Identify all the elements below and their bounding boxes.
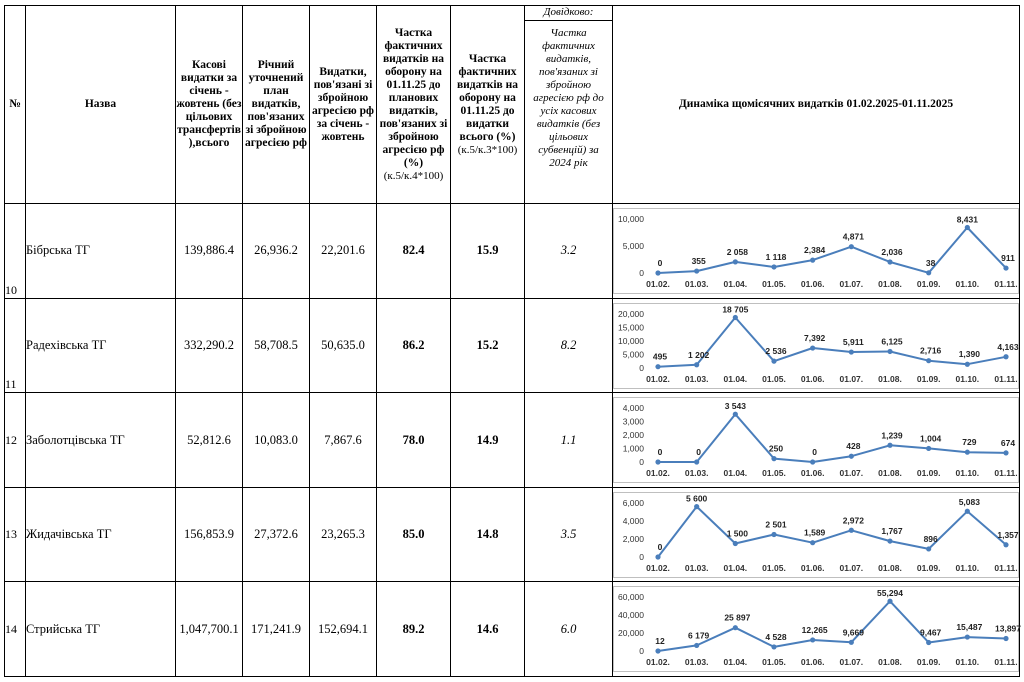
- data-label: 3 543: [724, 401, 746, 412]
- y-tick-label: 2,000: [622, 430, 644, 441]
- header-annual-plan: Річний уточнений план видатків, пов'язаних зі збройною агресією рф: [243, 6, 310, 204]
- x-tick-label: 01.02.: [646, 657, 670, 668]
- header-reference-label: Довідково:: [525, 6, 612, 21]
- x-tick-label: 01.04.: [723, 468, 748, 479]
- table-row: [5, 298, 1020, 393]
- x-tick-label: 01.03.: [684, 278, 709, 289]
- data-label: 1,357: [997, 529, 1019, 540]
- data-point: [887, 443, 892, 448]
- header-defense-expenditure: Видатки, пов'язані зі збройною агресією рф за січень - жовтень: [310, 6, 377, 204]
- y-tick-label: 15,000: [618, 322, 644, 333]
- data-label: 6,125: [881, 335, 903, 346]
- data-point: [849, 349, 854, 354]
- row-defense-expenditure: 23,265.3: [310, 487, 377, 582]
- row-name: Стрийська ТГ: [26, 582, 176, 677]
- row-share-of-total: 14.6: [451, 582, 525, 677]
- line-chart: [614, 398, 1018, 482]
- data-label: 2,384: [804, 245, 826, 256]
- row-share-of-plan: 89.2: [377, 582, 451, 677]
- data-label: 25 897: [724, 612, 751, 623]
- data-point: [655, 554, 660, 559]
- data-label: 9,669: [842, 627, 864, 638]
- data-point: [1003, 636, 1008, 641]
- series-line: [658, 506, 1006, 556]
- row-total-expenditure: 52,812.6: [176, 393, 243, 488]
- data-label: 729: [962, 437, 977, 448]
- data-label: 1 118: [765, 251, 787, 262]
- data-label: 674: [1000, 437, 1016, 448]
- line-chart: [614, 209, 1018, 293]
- data-point: [810, 540, 815, 545]
- table-row: [5, 393, 1020, 488]
- header-reference: [525, 6, 613, 204]
- data-label: 8,431: [956, 214, 978, 225]
- row-name: Жидачівська ТГ: [26, 487, 176, 582]
- data-label: 1,004: [920, 433, 942, 444]
- data-point: [926, 358, 931, 363]
- x-tick-label: 01.03.: [684, 373, 709, 384]
- row-name: Бібрська ТГ: [26, 204, 176, 299]
- header-share-of-plan-formula: (к.5/к.4*100): [383, 169, 444, 182]
- data-point: [849, 527, 854, 532]
- data-point: [849, 244, 854, 249]
- x-tick-label: 01.05.: [762, 562, 786, 573]
- row-name: Радехівська ТГ: [26, 298, 176, 393]
- data-label: 5 600: [686, 493, 708, 504]
- line-chart: [614, 304, 1018, 388]
- data-point: [810, 345, 815, 350]
- data-point: [771, 264, 776, 269]
- line-chart: [614, 493, 1018, 577]
- data-label: 495: [652, 351, 668, 362]
- row-chart-cell: [613, 204, 1020, 299]
- x-tick-label: 01.09.: [916, 562, 941, 573]
- x-tick-label: 01.04.: [723, 657, 748, 668]
- x-tick-label: 01.06.: [800, 562, 825, 573]
- data-label: 355: [691, 256, 706, 267]
- data-point: [655, 364, 660, 369]
- row-reference-share: 6.0: [525, 582, 613, 677]
- expenditure-table: [4, 5, 1020, 677]
- x-tick-label: 01.02.: [646, 468, 670, 479]
- row-index: 14: [5, 582, 26, 677]
- line-chart-frame: [613, 303, 1019, 389]
- x-tick-label: 01.04.: [723, 373, 748, 384]
- data-point: [771, 456, 776, 461]
- row-index: 13: [5, 487, 26, 582]
- data-label: 12,265: [801, 625, 828, 636]
- row-reference-share: 8.2: [525, 298, 613, 393]
- data-point: [887, 348, 892, 353]
- y-tick-label: 0: [639, 267, 644, 278]
- data-label: 0: [696, 447, 702, 458]
- data-label: 1,390: [958, 348, 980, 359]
- data-point: [733, 625, 738, 630]
- data-label: 1 500: [726, 528, 748, 539]
- data-label: 911: [1001, 253, 1015, 264]
- x-tick-label: 01.06.: [800, 278, 825, 289]
- data-point: [810, 257, 815, 262]
- x-tick-label: 01.09.: [916, 278, 941, 289]
- data-label: 250: [768, 443, 784, 454]
- y-tick-label: 0: [639, 646, 644, 657]
- header-idx: №: [5, 6, 26, 204]
- data-label: 4 528: [765, 632, 787, 643]
- series-line: [658, 227, 1006, 273]
- data-point: [733, 314, 738, 319]
- x-tick-label: 01.08.: [878, 562, 902, 573]
- data-label: 2 536: [765, 345, 787, 356]
- x-tick-label: 01.06.: [800, 657, 825, 668]
- x-tick-label: 01.02.: [646, 373, 670, 384]
- row-share-of-total: 14.8: [451, 487, 525, 582]
- x-tick-label: 01.11.: [994, 278, 1018, 289]
- data-point: [849, 454, 854, 459]
- data-label: 2 058: [726, 246, 748, 257]
- table-row: [5, 582, 1020, 677]
- header-share-of-total-formula: (к.5/к.3*100): [457, 143, 518, 156]
- row-total-expenditure: 139,886.4: [176, 204, 243, 299]
- row-chart-cell: [613, 487, 1020, 582]
- data-label: 6 179: [688, 630, 710, 641]
- data-label: 1,589: [804, 527, 826, 538]
- x-tick-label: 01.02.: [646, 562, 670, 573]
- data-label: 9,467: [920, 627, 942, 638]
- data-point: [655, 459, 660, 464]
- row-chart-cell: [613, 298, 1020, 393]
- x-tick-label: 01.03.: [684, 468, 709, 479]
- y-tick-label: 20,000: [618, 308, 644, 319]
- y-tick-label: 5,000: [622, 349, 644, 360]
- y-tick-label: 0: [639, 362, 644, 373]
- data-point: [771, 532, 776, 537]
- data-label: 428: [846, 441, 861, 452]
- data-point: [1003, 542, 1008, 547]
- data-point: [965, 225, 970, 230]
- data-point: [926, 446, 931, 451]
- y-tick-label: 2,000: [622, 533, 644, 544]
- x-tick-label: 01.04.: [723, 278, 748, 289]
- x-tick-label: 01.07.: [839, 278, 864, 289]
- x-tick-label: 01.06.: [800, 373, 825, 384]
- data-point: [694, 362, 699, 367]
- row-share-of-plan: 85.0: [377, 487, 451, 582]
- data-label: 1 202: [688, 349, 710, 360]
- x-tick-label: 01.08.: [878, 278, 902, 289]
- data-point: [810, 459, 815, 464]
- y-tick-label: 3,000: [622, 416, 644, 427]
- x-tick-label: 01.09.: [916, 657, 941, 668]
- table-row: [5, 487, 1020, 582]
- data-label: 896: [923, 533, 938, 544]
- row-annual-plan: 26,936.2: [243, 204, 310, 299]
- row-defense-expenditure: 50,635.0: [310, 298, 377, 393]
- x-tick-label: 01.05.: [762, 657, 786, 668]
- x-tick-label: 01.11.: [994, 562, 1018, 573]
- data-point: [926, 640, 931, 645]
- header-name: Назва: [26, 6, 176, 204]
- row-reference-share: 3.2: [525, 204, 613, 299]
- row-name: Заболотцівська ТГ: [26, 393, 176, 488]
- x-tick-label: 01.11.: [994, 373, 1018, 384]
- data-label: 15,487: [956, 622, 983, 633]
- row-total-expenditure: 332,290.2: [176, 298, 243, 393]
- data-label: 4,871: [842, 231, 864, 242]
- row-defense-expenditure: 22,201.6: [310, 204, 377, 299]
- data-label: 12: [655, 636, 665, 647]
- data-point: [733, 541, 738, 546]
- x-tick-label: 01.08.: [878, 373, 902, 384]
- row-annual-plan: 58,708.5: [243, 298, 310, 393]
- row-index: 12: [5, 393, 26, 488]
- x-tick-label: 01.10.: [955, 373, 980, 384]
- row-share-of-plan: 78.0: [377, 393, 451, 488]
- row-reference-share: 1.1: [525, 393, 613, 488]
- x-tick-label: 01.08.: [878, 657, 902, 668]
- data-label: 1,239: [881, 430, 903, 441]
- y-tick-label: 4,000: [622, 515, 644, 526]
- x-tick-label: 01.04.: [723, 562, 748, 573]
- row-total-expenditure: 156,853.9: [176, 487, 243, 582]
- data-point: [655, 649, 660, 654]
- data-label: 0: [657, 257, 663, 268]
- x-tick-label: 01.10.: [955, 468, 980, 479]
- x-tick-label: 01.11.: [994, 657, 1018, 668]
- data-point: [926, 546, 931, 551]
- row-annual-plan: 10,083.0: [243, 393, 310, 488]
- x-tick-label: 01.06.: [800, 468, 825, 479]
- row-share-of-total: 15.9: [451, 204, 525, 299]
- y-tick-label: 0: [639, 457, 644, 468]
- data-label: 2,036: [881, 246, 903, 257]
- row-index: 10: [5, 204, 26, 299]
- data-point: [771, 358, 776, 363]
- data-point: [887, 599, 892, 604]
- series-line: [658, 414, 1006, 462]
- x-tick-label: 01.07.: [839, 468, 864, 479]
- row-chart-cell: [613, 582, 1020, 677]
- row-share-of-plan: 82.4: [377, 204, 451, 299]
- series-line: [658, 317, 1006, 366]
- row-annual-plan: 27,372.6: [243, 487, 310, 582]
- y-tick-label: 6,000: [622, 497, 644, 508]
- y-tick-label: 10,000: [618, 335, 644, 346]
- data-point: [655, 270, 660, 275]
- data-point: [771, 645, 776, 650]
- data-label: 0: [812, 447, 818, 458]
- line-chart-frame: [613, 397, 1019, 483]
- data-point: [1003, 354, 1008, 359]
- x-tick-label: 01.09.: [916, 373, 941, 384]
- data-point: [694, 643, 699, 648]
- data-point: [810, 638, 815, 643]
- data-point: [733, 259, 738, 264]
- data-label: 4,163: [997, 341, 1019, 352]
- y-tick-label: 5,000: [622, 240, 644, 251]
- row-index: 11: [5, 298, 26, 393]
- data-point: [965, 635, 970, 640]
- header-share-of-plan-text: Частка фактичних видатків на оборону на 01.11.25 до планових видатків, пов'язаних зі збройною агресією рф (%): [379, 26, 448, 169]
- data-label: 2 501: [765, 519, 787, 530]
- header-share-of-total: [451, 6, 525, 204]
- data-label: 5,911: [842, 336, 864, 347]
- row-total-expenditure: 1,047,700.1: [176, 582, 243, 677]
- data-point: [926, 270, 931, 275]
- y-tick-label: 60,000: [618, 592, 644, 603]
- x-tick-label: 01.11.: [994, 468, 1018, 479]
- x-tick-label: 01.08.: [878, 468, 902, 479]
- y-tick-label: 40,000: [618, 610, 644, 621]
- row-share-of-total: 15.2: [451, 298, 525, 393]
- header-chart-title: Динаміка щомісячних видатків 01.02.2025-01.11.2025: [613, 6, 1020, 204]
- data-point: [694, 459, 699, 464]
- row-share-of-total: 14.9: [451, 393, 525, 488]
- y-tick-label: 20,000: [618, 628, 644, 639]
- line-chart-frame: [613, 492, 1019, 578]
- x-tick-label: 01.07.: [839, 657, 864, 668]
- x-tick-label: 01.07.: [839, 373, 864, 384]
- data-label: 0: [657, 541, 663, 552]
- data-point: [733, 412, 738, 417]
- header-share-of-plan: [377, 6, 451, 204]
- data-point: [694, 268, 699, 273]
- data-label: 2,716: [920, 345, 942, 356]
- line-chart-frame: [613, 208, 1019, 294]
- header-reference-text: Частка фактичних видатків, пов'язаних зі збройною агресією рф до усіх касових видатків (без цільових субвенцій) за 2024 рік: [533, 27, 604, 169]
- y-tick-label: 4,000: [622, 403, 644, 414]
- x-tick-label: 01.10.: [955, 278, 980, 289]
- data-point: [965, 361, 970, 366]
- header-total-expenditure: Касові видатки за січень - жовтень (без цільових трансфертів ),всього: [176, 6, 243, 204]
- x-tick-label: 01.05.: [762, 468, 786, 479]
- line-chart-frame: [613, 586, 1019, 672]
- y-tick-label: 10,000: [618, 213, 644, 224]
- row-chart-cell: [613, 393, 1020, 488]
- data-point: [965, 508, 970, 513]
- data-label: 18 705: [722, 304, 749, 315]
- data-label: 55,294: [877, 588, 903, 599]
- row-defense-expenditure: 7,867.6: [310, 393, 377, 488]
- x-tick-label: 01.03.: [684, 562, 709, 573]
- data-point: [965, 450, 970, 455]
- x-tick-label: 01.03.: [684, 657, 709, 668]
- row-annual-plan: 171,241.9: [243, 582, 310, 677]
- data-point: [1003, 265, 1008, 270]
- x-tick-label: 01.09.: [916, 468, 941, 479]
- line-chart: [614, 587, 1021, 671]
- data-label: 0: [657, 447, 663, 458]
- data-point: [849, 640, 854, 645]
- y-tick-label: 1,000: [622, 443, 644, 454]
- data-label: 38: [925, 257, 936, 268]
- data-label: 1,767: [881, 525, 903, 536]
- data-label: 7,392: [804, 332, 826, 343]
- data-label: 13,897: [995, 623, 1021, 634]
- x-tick-label: 01.10.: [955, 562, 980, 573]
- data-point: [694, 504, 699, 509]
- row-share-of-plan: 86.2: [377, 298, 451, 393]
- data-label: 5,083: [958, 496, 980, 507]
- x-tick-label: 01.07.: [839, 562, 864, 573]
- header-row: [5, 6, 1020, 204]
- x-tick-label: 01.10.: [955, 657, 980, 668]
- x-tick-label: 01.05.: [762, 373, 786, 384]
- y-tick-label: 0: [639, 551, 644, 562]
- header-share-of-total-text: Частка фактичних видатків на оборону на 01.11.25 до видатки всього (%): [456, 52, 519, 143]
- series-line: [658, 601, 1006, 651]
- table-row: [5, 204, 1020, 299]
- x-tick-label: 01.02.: [646, 278, 670, 289]
- x-tick-label: 01.05.: [762, 278, 786, 289]
- data-point: [887, 538, 892, 543]
- row-reference-share: 3.5: [525, 487, 613, 582]
- data-point: [1003, 450, 1008, 455]
- data-point: [887, 259, 892, 264]
- data-label: 2,972: [842, 514, 864, 525]
- row-defense-expenditure: 152,694.1: [310, 582, 377, 677]
